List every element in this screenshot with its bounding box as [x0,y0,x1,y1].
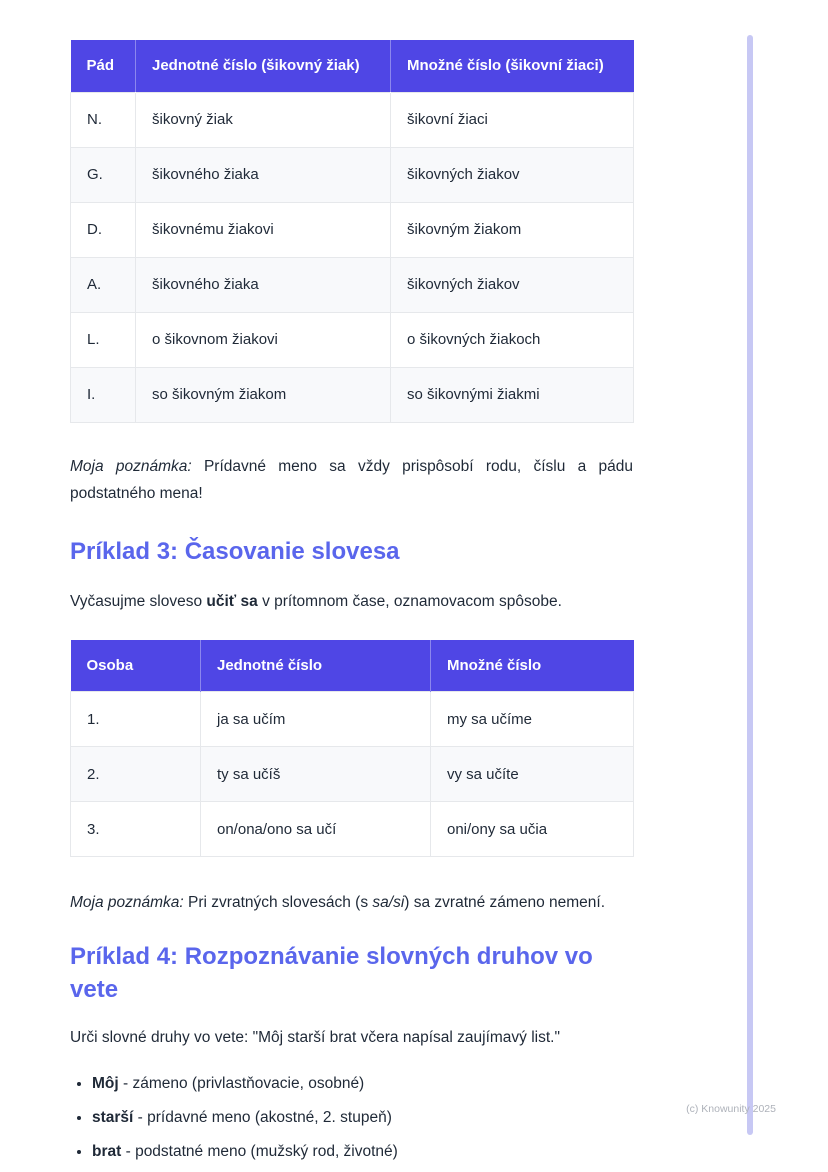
table-cell: ty sa učíš [201,747,431,802]
list-term: brat [92,1143,122,1160]
table-cell: A. [71,257,136,312]
table-row [71,692,634,747]
table-cell: šikovného žiaka [136,257,391,312]
table-cell: so šikovným žiakom [136,367,391,422]
table-cell: 2. [71,747,201,802]
intro-text: Vyčasujme sloveso [70,592,207,610]
table-cell: šikovnému žiakovi [136,202,391,257]
word-types-list [70,1070,633,1165]
table-cell: šikovných žiakov [391,147,634,202]
intro-bold-term: učiť sa [206,592,258,610]
table-cell: G. [71,147,136,202]
table-row [71,92,634,147]
table-row [71,312,634,367]
note-1 [70,453,633,507]
table-cell: vy sa učíte [431,747,634,802]
table-row [71,367,634,422]
column-header-plural: Množné číslo [431,640,634,692]
table-cell: o šikovných žiakoch [391,312,634,367]
table-cell: šikovným žiakom [391,202,634,257]
note-text: ) sa zvratné zámeno nemení. [404,894,606,911]
table-row [71,802,634,857]
table-cell: šikovní žiaci [391,92,634,147]
list-desc: - prídavné meno (akostné, 2. stupeň) [133,1109,392,1126]
table-cell: I. [71,367,136,422]
table-cell: on/ona/ono sa učí [201,802,431,857]
column-header-osoba: Osoba [71,640,201,692]
list-item [92,1138,633,1165]
conjugation-table [70,640,634,858]
note-label: Moja poznámka: [70,457,192,475]
table-row [71,747,634,802]
scrollbar-thumb[interactable] [747,35,753,1135]
column-header-plural: Množné číslo (šikovní žiaci) [391,40,634,92]
list-term: starší [92,1109,134,1126]
heading-priklad-4: Príklad 4: Rozpoznávanie slovných druhov vo vete [70,943,593,1003]
list-desc: - zámeno (privlastňovacie, osobné) [118,1075,365,1092]
declension-table [70,40,634,423]
intro-priklad-3 [70,590,633,614]
table-header-row [71,40,634,92]
intro-priklad-4: Urči slovné druhy vo vete: "Môj starší brat včera napísal zaujímavý list." [70,1029,560,1046]
list-term: Môj [92,1075,119,1092]
note-2 [70,889,633,916]
list-item [92,1104,633,1131]
note-italic-term: sa/si [372,894,405,911]
table-cell: N. [71,92,136,147]
table-cell: ja sa učím [201,692,431,747]
table-cell: o šikovnom žiakovi [136,312,391,367]
intro-text: v prítomnom čase, oznamovacom spôsobe. [257,592,562,610]
document-content [70,0,633,1172]
table-row [71,202,634,257]
table-cell: šikovných žiakov [391,257,634,312]
heading-priklad-3: Príklad 3: Časovanie slovesa [70,537,400,565]
table-cell: 3. [71,802,201,857]
table-row [71,257,634,312]
table-cell: D. [71,202,136,257]
note-label: Moja poznámka: [70,894,184,911]
table-header-row [71,640,634,692]
table-cell: šikovného žiaka [136,147,391,202]
note-text: Prídavné meno sa vždy prispôsobí rodu, číslu a pádu podstatného mena! [70,457,633,502]
table-cell: so šikovnými žiakmi [391,367,634,422]
table-cell: oni/ony sa učia [431,802,634,857]
table-cell: my sa učíme [431,692,634,747]
list-desc: - podstatné meno (mužský rod, životné) [121,1143,398,1160]
table-row [71,147,634,202]
note-text: Pri zvratných slovesách (s [183,894,373,911]
copyright-footer: (c) Knowunity 2025 [686,1103,776,1115]
table-cell: 1. [71,692,201,747]
column-header-singular: Jednotné číslo [201,640,431,692]
table-cell: šikovný žiak [136,92,391,147]
column-header-pad: Pád [71,40,136,92]
column-header-singular: Jednotné číslo (šikovný žiak) [136,40,391,92]
list-item [92,1070,633,1097]
table-cell: L. [71,312,136,367]
